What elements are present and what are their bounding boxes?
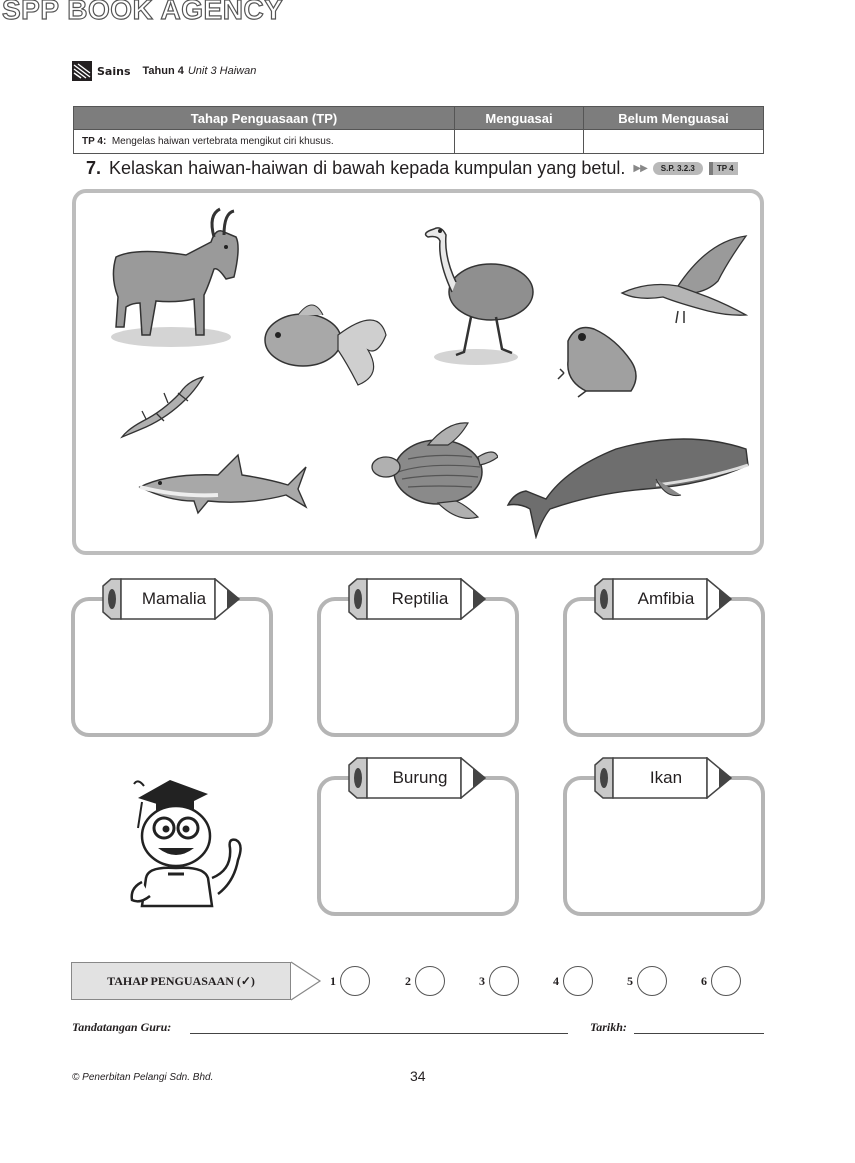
sp-badge: S.P. 3.2.3 bbox=[653, 162, 703, 175]
goldfish-illustration bbox=[258, 295, 388, 390]
level-number: 2 bbox=[405, 973, 411, 988]
group-label: Reptilia bbox=[391, 589, 449, 608]
level-number: 1 bbox=[330, 973, 336, 988]
table-header-menguasai: Menguasai bbox=[455, 107, 584, 130]
table-header-belum: Belum Menguasai bbox=[584, 107, 764, 130]
group-label: Ikan bbox=[649, 768, 683, 787]
level-option-6[interactable] bbox=[701, 966, 741, 996]
group-label: Mamalia bbox=[141, 589, 207, 608]
level-number: 6 bbox=[701, 973, 707, 988]
goat-illustration bbox=[96, 207, 256, 357]
question-number: 7. bbox=[86, 158, 102, 178]
date-line[interactable] bbox=[634, 1033, 764, 1034]
subject-label: Sains bbox=[97, 64, 131, 78]
question bbox=[86, 158, 738, 179]
group-label: Amfibia bbox=[637, 589, 695, 608]
unit-label: Unit 3 Haiwan bbox=[187, 65, 257, 77]
pencil-label-amfibia bbox=[593, 578, 733, 620]
level-number: 3 bbox=[479, 973, 485, 988]
arrow-tip-icon bbox=[290, 961, 322, 1001]
date-label: Tarikh: bbox=[590, 1020, 627, 1034]
level-option-2[interactable] bbox=[405, 966, 445, 996]
belum-menguasai-cell[interactable] bbox=[584, 130, 764, 154]
pencil-label-reptilia bbox=[347, 578, 487, 620]
pencil-label-ikan bbox=[593, 757, 733, 799]
level-circle[interactable] bbox=[340, 966, 370, 996]
tp-description: Mengelas haiwan vertebrata mengikut ciri khusus. bbox=[111, 136, 334, 147]
tp-badge: TP 4 bbox=[709, 162, 738, 175]
level-circle[interactable] bbox=[415, 966, 445, 996]
level-option-3[interactable] bbox=[479, 966, 519, 996]
tp-code: TP 4: bbox=[82, 136, 107, 147]
page-header bbox=[72, 60, 256, 82]
group-label: Burung bbox=[392, 768, 448, 787]
question-text: Kelaskan haiwan-haiwan di bawah kepada kumpulan yang betul. bbox=[109, 158, 626, 178]
pencil-label-burung bbox=[347, 757, 487, 799]
page-number: 34 bbox=[410, 1068, 426, 1084]
lizard-illustration bbox=[118, 371, 208, 441]
table-header-tp: Tahap Penguasaan (TP) bbox=[74, 107, 455, 130]
mastery-label-text: TAHAP PENGUASAAN (✓) bbox=[107, 973, 255, 988]
menguasai-cell[interactable] bbox=[455, 130, 584, 154]
teacher-signature-label: Tandatangan Guru: bbox=[72, 1020, 172, 1034]
publisher-credit: © Penerbitan Pelangi Sdn. Bhd. bbox=[72, 1072, 214, 1083]
level-circle[interactable] bbox=[711, 966, 741, 996]
animals-panel bbox=[72, 189, 764, 555]
turtle-illustration bbox=[368, 417, 498, 527]
level-option-5[interactable] bbox=[627, 966, 667, 996]
level-number: 4 bbox=[553, 973, 559, 988]
level-option-4[interactable] bbox=[553, 966, 593, 996]
shark-illustration bbox=[138, 451, 308, 516]
year-label: Tahun 4 bbox=[142, 65, 184, 77]
level-option-1[interactable] bbox=[330, 966, 370, 996]
level-circle[interactable] bbox=[637, 966, 667, 996]
mastery-level-label bbox=[71, 962, 291, 1000]
double-arrow-icon: ▶▶ bbox=[633, 163, 647, 174]
level-circle[interactable] bbox=[489, 966, 519, 996]
teacher-signature-line[interactable] bbox=[190, 1033, 568, 1034]
mascot-illustration bbox=[128, 778, 250, 910]
pencil-label-mamalia bbox=[101, 578, 241, 620]
tp-cell bbox=[74, 130, 455, 154]
mastery-table bbox=[73, 106, 764, 154]
eagle-illustration bbox=[618, 231, 748, 326]
frog-illustration bbox=[556, 321, 646, 399]
table-row bbox=[74, 130, 764, 154]
watermark: SPP BOOK AGENCY bbox=[2, 0, 284, 25]
whale-illustration bbox=[506, 429, 751, 539]
level-number: 5 bbox=[627, 973, 633, 988]
level-circle[interactable] bbox=[563, 966, 593, 996]
ostrich-illustration bbox=[416, 217, 546, 367]
book-logo-icon bbox=[72, 61, 92, 81]
